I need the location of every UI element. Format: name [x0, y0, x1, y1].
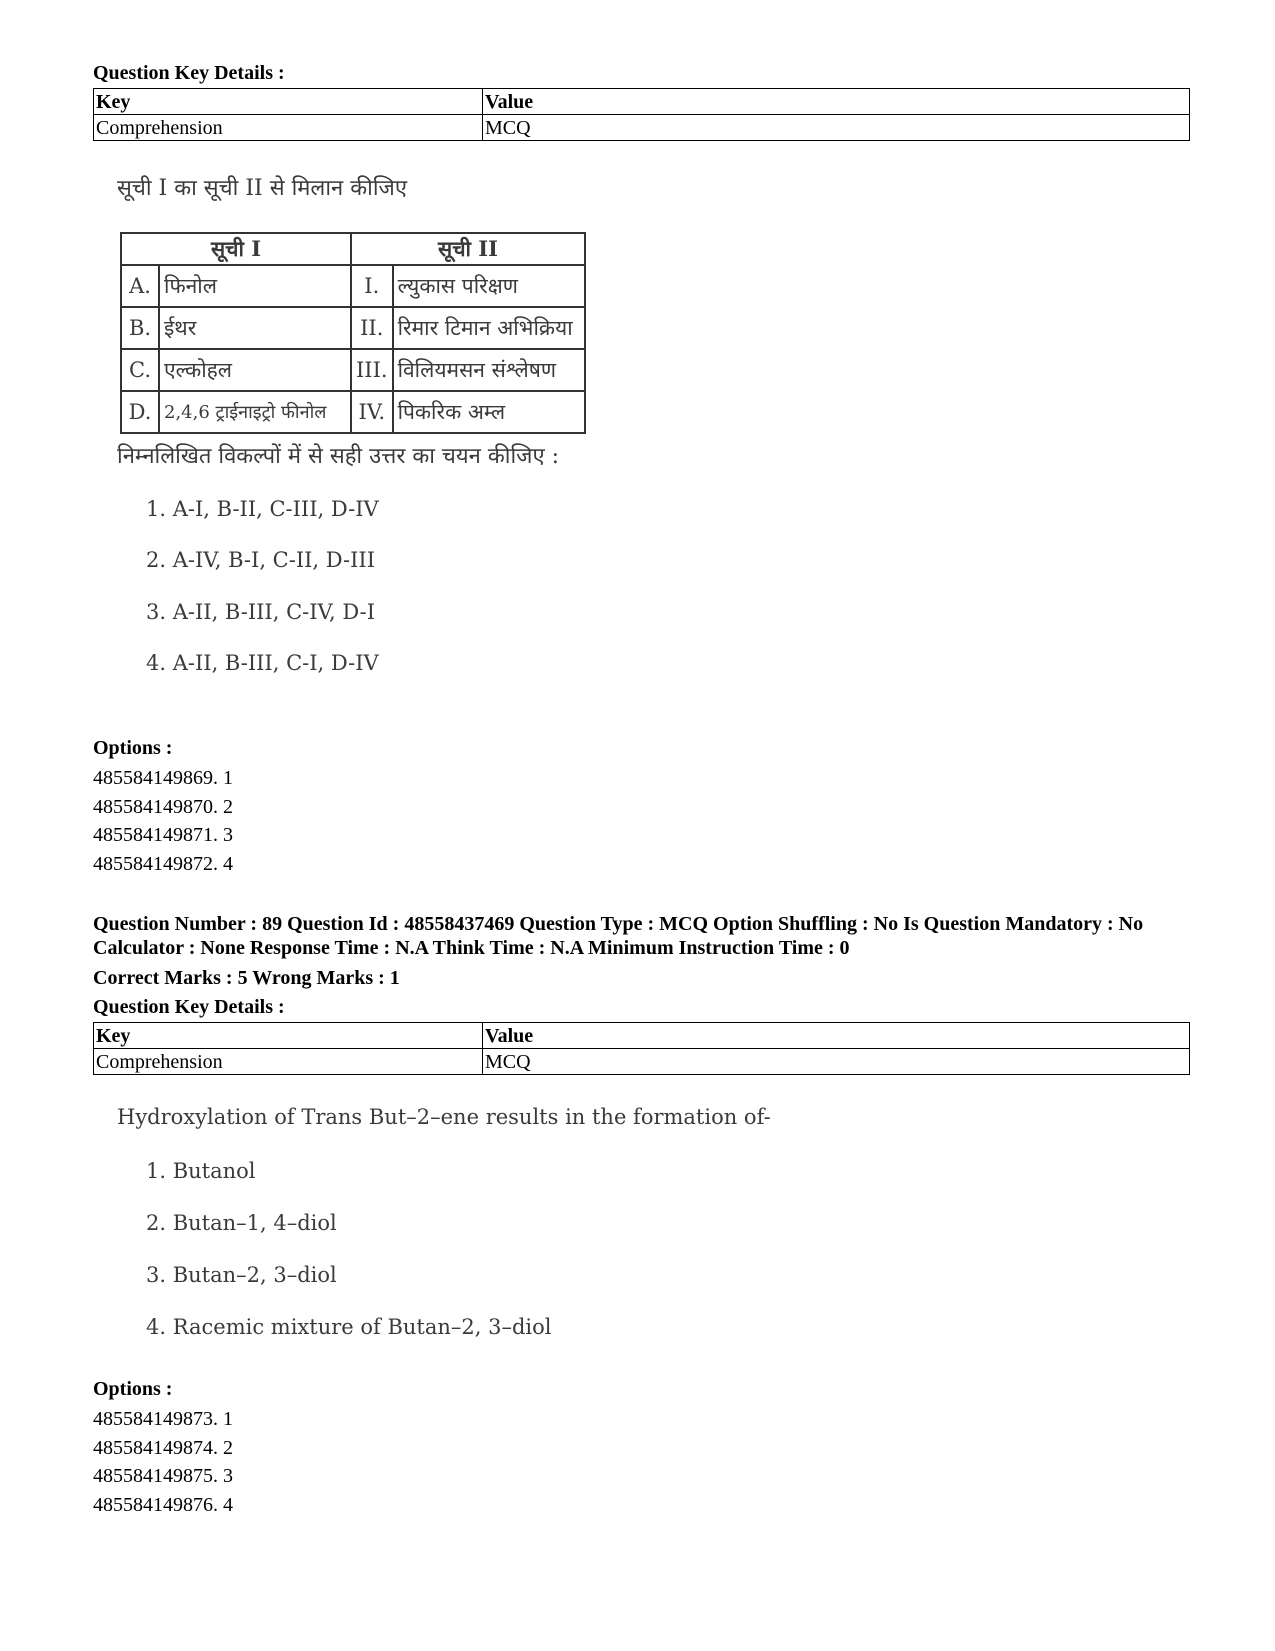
list-2-numeral: III. — [351, 349, 393, 391]
table-row — [94, 1049, 1190, 1075]
option-item: 485584149874. 2 — [93, 1436, 233, 1459]
table-row — [94, 115, 1190, 141]
key-details-table — [93, 1022, 1190, 1075]
match-table — [120, 232, 586, 434]
list-1-letter: A. — [121, 265, 159, 307]
match-header-row — [121, 233, 585, 265]
value-cell: MCQ — [483, 1049, 1190, 1075]
list-1-item: फिनोल — [159, 265, 351, 307]
list-1-item: 2,4,6 ट्राईनाइट्रो फीनोल — [159, 391, 351, 433]
choice-item: 4. Racemic mixture of Butan–2, 3–diol — [146, 1315, 552, 1339]
list-2-numeral: I. — [351, 265, 393, 307]
list-2-item: ल्युकास परिक्षण — [393, 265, 585, 307]
key-cell: Comprehension — [94, 1049, 483, 1075]
marks-line: Correct Marks : 5 Wrong Marks : 1 — [93, 967, 400, 989]
list-1-header: सूची I — [121, 233, 351, 265]
list-1-item: ईथर — [159, 307, 351, 349]
question-prompt: Hydroxylation of Trans But–2–ene results in the formation of- — [117, 1105, 771, 1129]
key-header: Key — [94, 1023, 483, 1049]
option-item: 485584149872. 4 — [93, 852, 233, 875]
list-1-letter: D. — [121, 391, 159, 433]
question-prompt: सूची I का सूची II से मिलान कीजिए — [117, 176, 408, 201]
choice-item: 1. A-I, B-II, C-III, D-IV — [146, 497, 379, 521]
choice-item: 3. Butan–2, 3–diol — [146, 1263, 337, 1287]
option-item: 485584149875. 3 — [93, 1465, 233, 1487]
list-2-item: रिमार टिमान अभिक्रिया — [393, 307, 585, 349]
table-header-row — [94, 89, 1190, 115]
match-row — [121, 391, 585, 433]
value-cell: MCQ — [483, 115, 1190, 141]
list-2-header: सूची II — [351, 233, 585, 265]
option-item: 485584149869. 1 — [93, 767, 233, 789]
choice-item: 3. A-II, B-III, C-IV, D-I — [146, 600, 375, 624]
choice-item: 2. Butan–1, 4–diol — [146, 1211, 337, 1235]
options-list — [93, 1405, 233, 1519]
option-item: 485584149871. 3 — [93, 824, 233, 846]
question-image — [93, 1095, 793, 1355]
key-details-label: Question Key Details : — [93, 62, 285, 84]
key-details-label: Question Key Details : — [93, 996, 285, 1018]
choice-item: 2. A-IV, B-I, C-II, D-III — [146, 548, 375, 572]
match-row — [121, 265, 585, 307]
list-2-item: विलियमसन संश्लेषण — [393, 349, 585, 391]
choice-item: 1. Butanol — [146, 1159, 256, 1183]
list-2-item: पिकरिक अम्ल — [393, 391, 585, 433]
match-row — [121, 349, 585, 391]
list-1-letter: C. — [121, 349, 159, 391]
list-1-letter: B. — [121, 307, 159, 349]
options-label: Options : — [93, 737, 173, 759]
option-item: 485584149876. 4 — [93, 1493, 233, 1516]
choice-item: 4. A-II, B-III, C-I, D-IV — [146, 651, 379, 675]
key-header: Key — [94, 89, 483, 115]
list-2-numeral: IV. — [351, 391, 393, 433]
match-row — [121, 307, 585, 349]
value-header: Value — [483, 1023, 1190, 1049]
options-list — [93, 764, 233, 878]
option-item: 485584149870. 2 — [93, 795, 233, 818]
question-meta: Question Number : 89 Question Id : 48558437469 Question Type : MCQ Option Shuffling : No Is Question Mandatory : No Calculator : None Response Time : N.A Think Time : N.A Minimum Instruction Time : 0 — [93, 913, 1144, 959]
list-2-numeral: II. — [351, 307, 393, 349]
key-cell: Comprehension — [94, 115, 483, 141]
options-label: Options : — [93, 1378, 173, 1400]
value-header: Value — [483, 89, 1190, 115]
list-1-item: एल्कोहल — [159, 349, 351, 391]
option-item: 485584149873. 1 — [93, 1408, 233, 1430]
question-image — [93, 160, 793, 720]
key-details-table — [93, 88, 1190, 141]
table-header-row — [94, 1023, 1190, 1049]
question-instruction: निम्नलिखित विकल्पों में से सही उत्तर का चयन कीजिए : — [117, 444, 560, 469]
